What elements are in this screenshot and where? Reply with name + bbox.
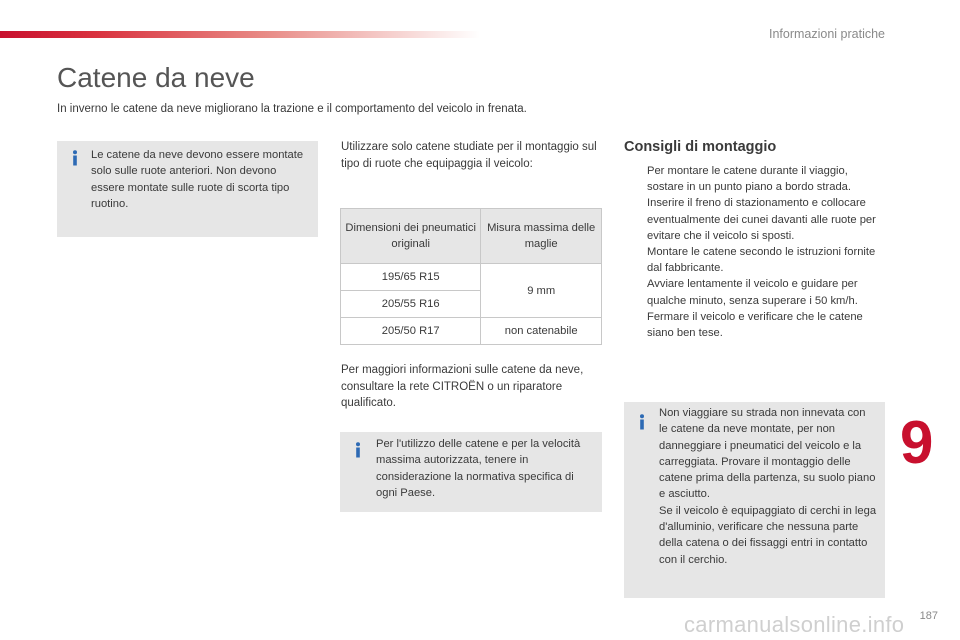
header-accent-bar <box>0 31 480 38</box>
advice-list <box>624 163 886 341</box>
list-item: Fermare il veicolo e verificare che le catene siano ben tese. <box>647 310 863 340</box>
table-cell-tyre-size: 205/50 R17 <box>341 318 481 345</box>
advice-title: Consigli di montaggio <box>624 139 777 155</box>
table-cell-tyre-size: 205/55 R16 <box>341 291 481 318</box>
page-title: Catene da neve <box>57 62 255 93</box>
info-box-front-wheels <box>57 141 318 237</box>
list-item: Inserire il freno di stazionamento e collocare eventualmente dei cunei davanti alle ruote per evitare che il veicolo si sposti. <box>647 197 876 242</box>
table-cell-mesh-size: non catenabile <box>481 318 602 345</box>
table-header-mesh-size: Misura massima delle maglie <box>481 209 602 264</box>
table-cell-tyre-size: 195/65 R15 <box>341 264 481 291</box>
info-icon <box>70 150 80 166</box>
chapter-number: 9 <box>900 409 934 476</box>
info-box-text: Non viaggiare su strada non innevata con le catene da neve montate, per non danneggiare i pneumatici del veicolo e la carreggiata. Provare il montaggio delle catene prima della partenza, su suolo piano e asciutto. <box>659 407 876 501</box>
list-item: Montare le catene secondo le istruzioni fornite dal fabbricante. <box>647 246 876 275</box>
list-item: Avviare lentamente il veicolo e guidare per qualche minuto, senza superare i 50 km/h. <box>647 278 858 307</box>
list-item: Per montare le catene durante il viaggio, sostare in un punto piano a bordo strada. <box>647 165 852 194</box>
table-row <box>341 264 602 291</box>
info-box-regulations <box>340 432 602 512</box>
table-header-row <box>341 209 602 264</box>
page-number: 187 <box>919 610 938 622</box>
watermark: carmanualsonline.info <box>684 612 905 637</box>
chains-usage-paragraph: Utilizzare solo catene studiate per il montaggio sul tipo di ruote che equipaggia il veicolo: <box>341 141 597 170</box>
info-box-road-warning <box>624 402 885 598</box>
table-header-tyre-size: Dimensioni dei pneumatici originali <box>341 209 481 264</box>
info-icon <box>637 414 647 430</box>
table-cell-mesh-size: 9 mm <box>481 264 602 318</box>
info-icon <box>353 442 363 458</box>
info-box-text: Per l'utilizzo delle catene e per la velocità massima autorizzata, tenere in considerazione la normativa specifica di ogni Paese. <box>376 438 581 499</box>
info-box-text: Le catene da neve devono essere montate solo sulle ruote anteriori. Non devono essere montate sulle ruote di scorta tipo ruotino. <box>91 149 304 210</box>
more-info-paragraph: Per maggiori informazioni sulle catene da neve, consultare la rete CITROËN o un riparatore qualificato. <box>341 364 584 409</box>
info-box-text: Se il veicolo è equipaggiato di cerchi in lega d'alluminio, verificare che nessuna parte della catena o dei fissaggi entri in contatto con il cerchio. <box>659 504 877 566</box>
section-header: Informazioni pratiche <box>768 27 885 41</box>
intro-text: In inverno le catene da neve migliorano la trazione e il comportamento del veicolo in frenata. <box>57 103 527 115</box>
table-row <box>341 318 602 345</box>
tyre-chain-table <box>340 208 602 345</box>
